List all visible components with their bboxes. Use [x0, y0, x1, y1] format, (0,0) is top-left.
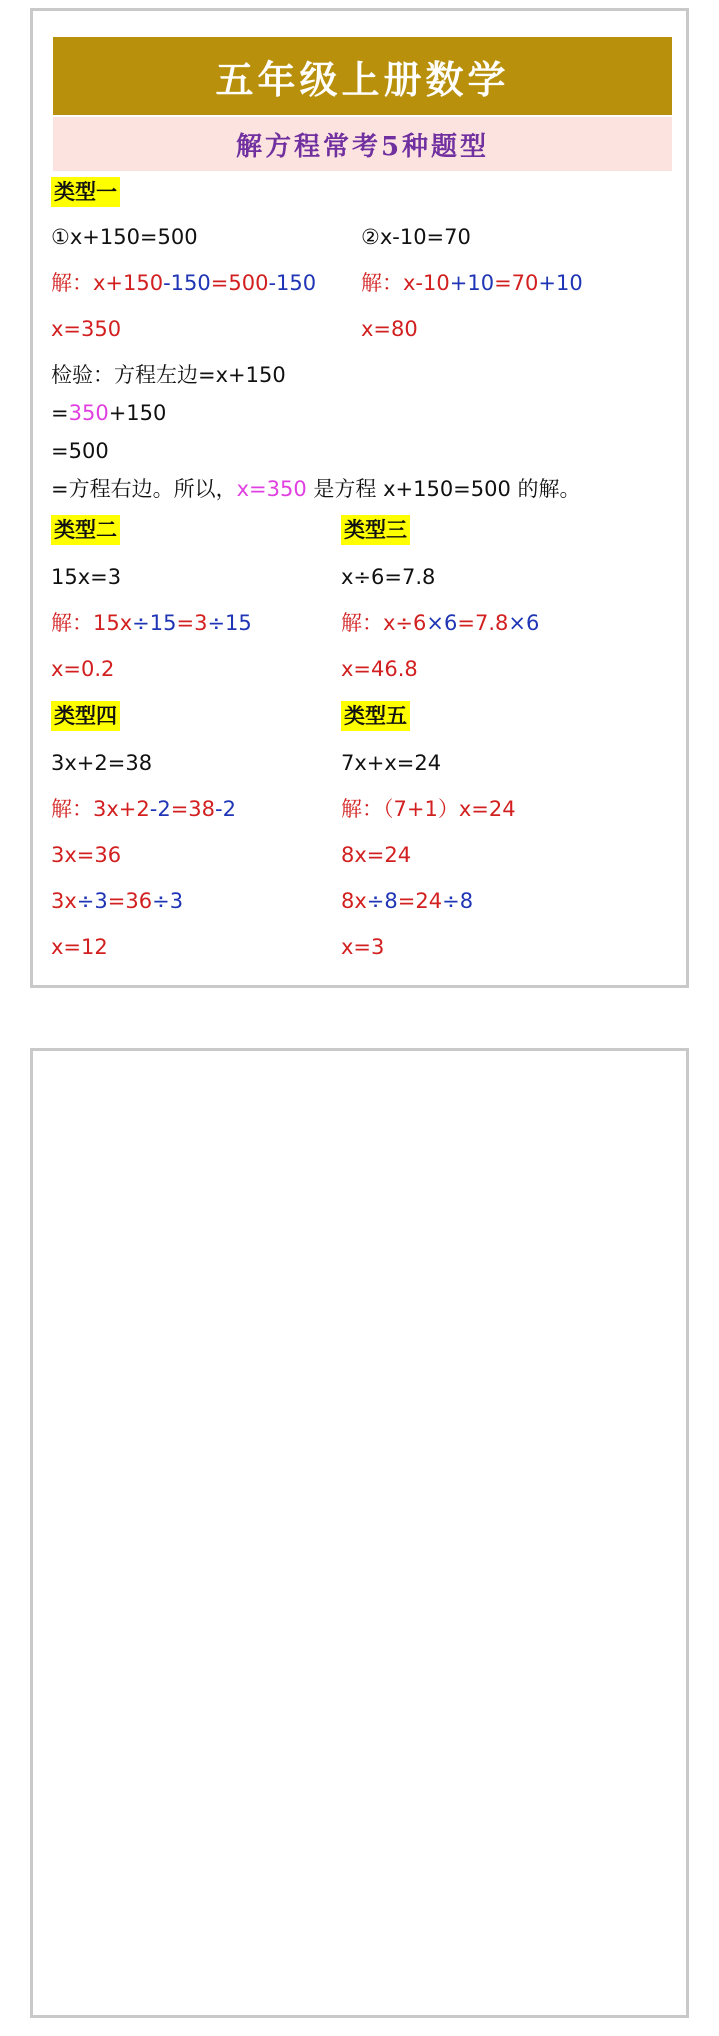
type4-question: 3x+2=38	[51, 751, 153, 775]
type2-question: 15x=3	[51, 565, 122, 589]
expr-op: ÷15	[207, 611, 252, 635]
expr-op: +10	[538, 271, 583, 295]
expr-op: -150	[163, 271, 211, 295]
worksheet-page-1	[30, 8, 689, 988]
check-line-4	[51, 475, 581, 503]
solution-prefix: 解：	[51, 271, 93, 295]
check-line-2	[51, 399, 166, 427]
type5-solution: 解：（7+1）x=24	[341, 797, 516, 821]
check-line-1: 检验：方程左边=x+150	[51, 363, 286, 387]
expr-op: ÷3	[152, 889, 184, 913]
solution-prefix: 解：	[361, 271, 403, 295]
expr: =7.8	[457, 611, 509, 635]
type1-question-2: ②x-10=70	[361, 225, 471, 249]
type4-step-2	[51, 887, 183, 915]
expr-op: -2	[149, 797, 171, 821]
expr: x-10	[403, 271, 450, 295]
type2-answer: x=0.2	[51, 657, 115, 681]
check-rest: +150	[108, 401, 167, 425]
type4-step-1: 3x=36	[51, 843, 122, 867]
type3-answer: x=46.8	[341, 657, 418, 681]
type5-step-1: 8x=24	[341, 843, 412, 867]
check-conclusion-end: 是方程 x+150=500 的解。	[306, 477, 581, 501]
solution-prefix: 解：	[341, 611, 383, 635]
expr-op: -2	[215, 797, 236, 821]
check-value: 350	[68, 401, 109, 425]
expr: 3x	[51, 889, 77, 913]
expr: =38	[170, 797, 216, 821]
check-line-3: =500	[51, 439, 109, 463]
page-title: 五年级上册数学	[53, 37, 672, 115]
solution-prefix: 解：	[51, 611, 93, 635]
expr-op: ÷3	[76, 889, 108, 913]
expr: =500	[210, 271, 269, 295]
type5-tag: 类型五	[341, 701, 410, 731]
type1-question-1: ①x+150=500	[51, 225, 198, 249]
type3-solution	[341, 609, 539, 637]
expr: =70	[494, 271, 539, 295]
type5-question: 7x+x=24	[341, 751, 442, 775]
type4-tag: 类型四	[51, 701, 120, 731]
expr: 3x+2	[93, 797, 150, 821]
type1-tag: 类型一	[51, 177, 120, 207]
expr-op: -150	[268, 271, 317, 295]
type1-solution-1	[51, 269, 316, 297]
expr-op: +10	[449, 271, 495, 295]
expr: =24	[397, 889, 443, 913]
type4-answer: x=12	[51, 935, 108, 959]
type5-answer: x=3	[341, 935, 385, 959]
expr-op: ×6	[508, 611, 540, 635]
type1-solution-2	[361, 269, 583, 297]
type3-tag: 类型三	[341, 515, 410, 545]
solution-prefix: 解：	[51, 797, 93, 821]
type1-answer-1: x=350	[51, 317, 122, 341]
expr: x+150	[93, 271, 164, 295]
check-conclusion: =方程右边。所以，	[51, 477, 237, 501]
expr-op: ×6	[426, 611, 458, 635]
type3-question: x÷6=7.8	[341, 565, 436, 589]
worksheet-page-2	[30, 1048, 689, 2018]
type2-tag: 类型二	[51, 515, 120, 545]
expr: =3	[176, 611, 208, 635]
check-solution: x=350	[236, 477, 307, 501]
type1-answer-2: x=80	[361, 317, 418, 341]
expr-op: ÷8	[366, 889, 398, 913]
expr: x÷6	[383, 611, 427, 635]
type2-solution	[51, 609, 252, 637]
type4-solution	[51, 795, 236, 823]
expr-op: ÷15	[132, 611, 177, 635]
page-subtitle: 解方程常考5种题型	[53, 117, 672, 171]
expr-op: ÷8	[442, 889, 474, 913]
type5-step-2	[341, 887, 473, 915]
check-eq: =	[51, 401, 69, 425]
expr: =36	[107, 889, 153, 913]
expr: 8x	[341, 889, 367, 913]
expr: 15x	[93, 611, 133, 635]
